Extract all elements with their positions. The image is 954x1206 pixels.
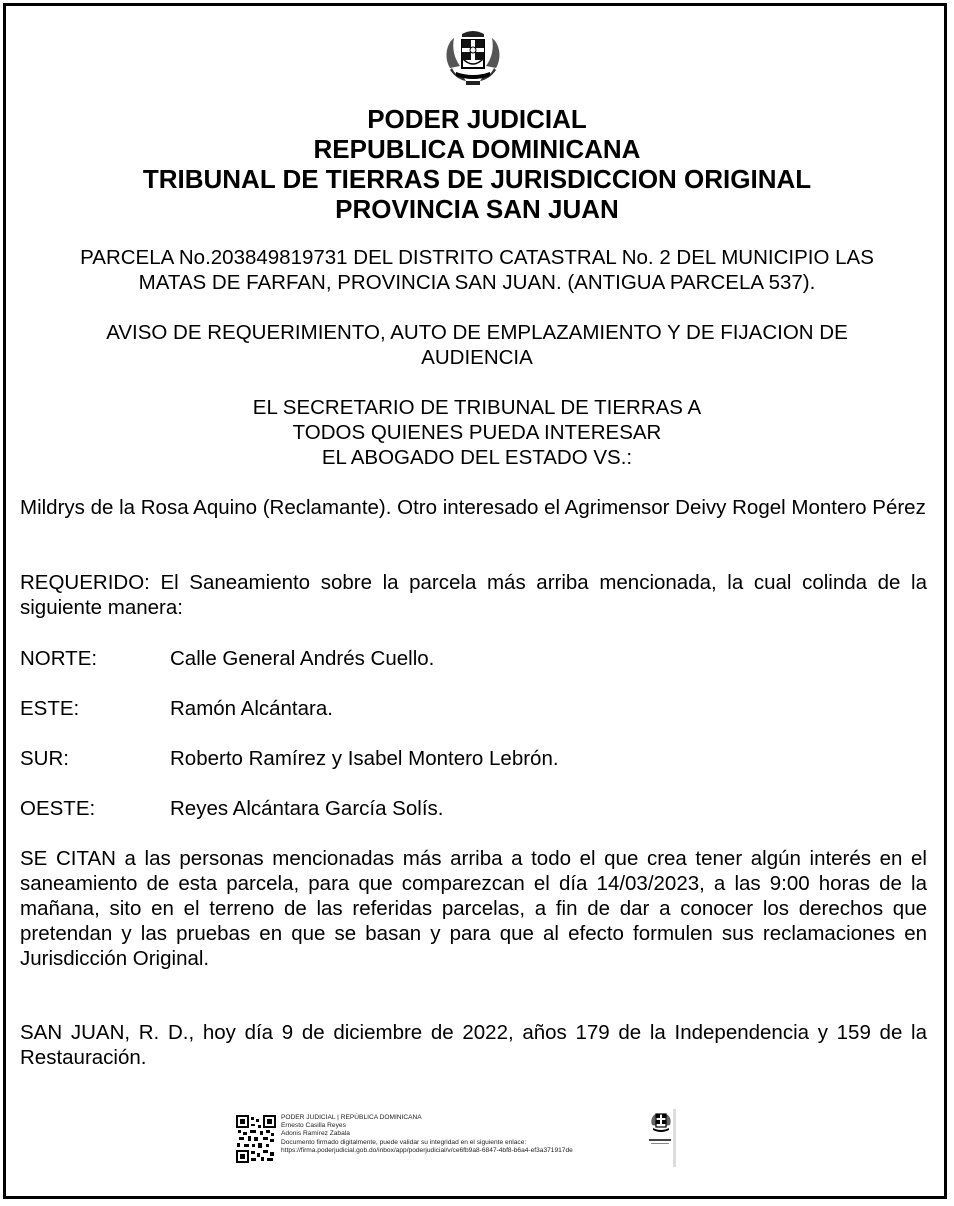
header-line-2: REPUBLICA DOMINICANA [313,134,641,164]
secretary-line-1: EL SECRETARIO DE TRIBUNAL DE TIERRAS A [252,396,702,419]
boundary-value: Reyes Alcántara García Solís. [170,797,444,820]
citation-paragraph: SE CITAN a las personas mencionadas más arriba a todo el que crea tener algún interés en el saneamiento de esta parcela, para que comparezcan el día 14/03/2023, a las 9:00 horas de la mañana, sito en el terreno de las referidas parcelas, a fin de dar a conocer los derechos que pretendan y las pruebas en que se basan y para que al efecto formulen sus reclamaciones en Jurisdicción Original. [20,847,927,970]
boundary-label: NORTE: [20,647,98,670]
boundary-value: Roberto Ramírez y Isabel Montero Lebrón. [170,747,559,770]
secretary-line-2: TODOS QUIENES PUEDA INTERESAR [292,421,662,444]
digital-signature-block [236,1115,676,1167]
coat-of-arms-icon [442,28,504,88]
requirement-paragraph: REQUERIDO: El Saneamiento sobre la parcela más arriba mencionada, la cual colinda de la siguiente manera: [20,571,927,619]
header-line-1: PODER JUDICIAL [367,104,587,134]
notice-title [20,320,934,370]
judiciary-logo-icon [646,1109,676,1167]
boundary-value: Ramón Alcántara. [170,697,333,720]
parcel-line-2: MATAS DE FARFAN, PROVINCIA SAN JUAN. (ANTIGUA PARCELA 537). [138,271,816,294]
boundary-label: ESTE: [20,697,80,720]
boundary-value: Calle General Andrés Cuello. [170,647,435,670]
signature-note: Documento firmado digitalmente, puede validar su integridad en el siguiente enlace: [281,1138,527,1146]
parcel-line-1: PARCELA No.203849819731 DEL DISTRITO CATASTRAL No. 2 DEL MUNICIPIO LAS [80,246,874,269]
header-line-4: PROVINCIA SAN JUAN [335,194,619,224]
parties-paragraph: Mildrys de la Rosa Aquino (Reclamante). Otro interesado el Agrimensor Deivy Rogel Montero Pérez [20,496,926,519]
signature-signer-2: Adonis Ramírez Zabala [281,1130,350,1138]
notice-line-1: AVISO DE REQUERIMIENTO, AUTO DE EMPLAZAMIENTO Y DE FIJACION DE [106,321,848,344]
signature-signer-1: Ernesto Casilla Reyes [281,1122,346,1130]
secretary-address [20,395,934,470]
qr-code-icon [236,1115,276,1163]
closing-paragraph: SAN JUAN, R. D., hoy día 9 de diciembre de 2022, años 179 de la Independencia y 159 de la Restauración. [20,1021,927,1069]
boundary-label: OESTE: [20,797,96,820]
signature-text [281,1114,573,1155]
signature-url[interactable]: https://firma.poderjudicial.gob.do/inbox/app/poderjudicial/v/ce6fb9a8-6847-4bf8-b6a4-ef3a371917de [281,1146,573,1154]
court-header [0,104,954,224]
secretary-line-3: EL ABOGADO DEL ESTADO VS.: [321,446,633,469]
signature-institution: PODER JUDICIAL | REPÚBLICA DOMINICANA [281,1114,422,1121]
header-line-3: TRIBUNAL DE TIERRAS DE JURISDICCION ORIGINAL [142,164,812,194]
notice-line-2: AUDIENCIA [421,346,533,369]
boundary-label: SUR: [20,747,69,770]
parcel-description [20,245,934,295]
